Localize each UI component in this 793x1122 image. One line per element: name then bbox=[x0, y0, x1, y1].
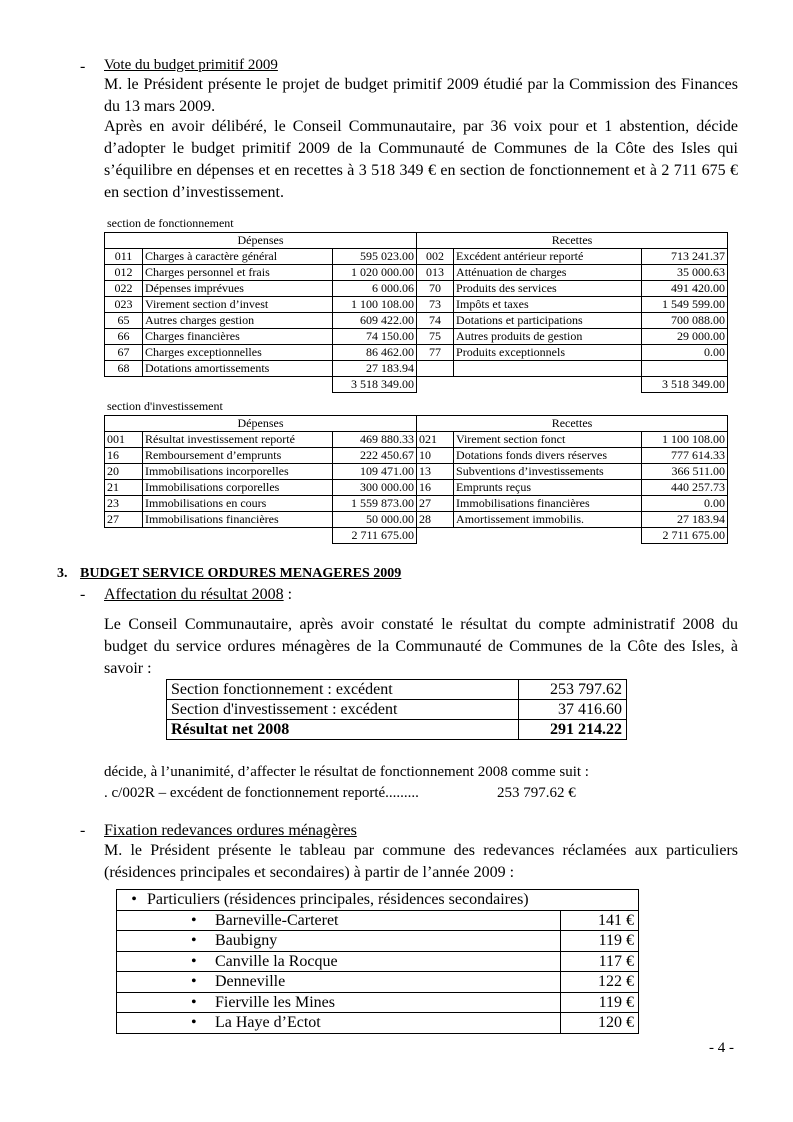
commune-cell bbox=[117, 910, 561, 931]
table-row bbox=[117, 972, 639, 993]
recette-code: 27 bbox=[417, 496, 454, 512]
table-row bbox=[105, 297, 728, 313]
redevance-amount: 117 € bbox=[561, 951, 639, 972]
recette-code: 73 bbox=[417, 297, 454, 313]
redevances-heading: Fixation redevances ordures ménagères bbox=[104, 822, 357, 839]
table-row bbox=[105, 329, 728, 345]
commune-name: La Haye d’Ectot bbox=[215, 1014, 321, 1032]
redevances-header bbox=[117, 890, 639, 911]
recette-code: 13 bbox=[417, 464, 454, 480]
recette-amount bbox=[642, 361, 728, 377]
redevance-amount: 141 € bbox=[561, 910, 639, 931]
depense-code: 023 bbox=[105, 297, 143, 313]
depense-amount: 609 422.00 bbox=[333, 313, 417, 329]
resultat-total-value: 291 214.22 bbox=[519, 720, 627, 740]
table-row bbox=[117, 951, 639, 972]
recette-code: 021 bbox=[417, 432, 454, 448]
commune-name: Baubigny bbox=[215, 932, 278, 950]
recette-label bbox=[454, 361, 642, 377]
table-row bbox=[105, 249, 728, 265]
depense-amount: 1 559 873.00 bbox=[333, 496, 417, 512]
affectation-paragraph: Le Conseil Communautaire, après avoir constaté le résultat du compte administratif 2008 du budget du service ordures ménagères de la Communauté de Communes de la Côte des Isles, à savoir : bbox=[104, 616, 738, 677]
decide-text: décide, à l’unanimité, d’affecter le résultat de fonctionnement 2008 comme suit : bbox=[104, 764, 589, 780]
depense-label: Dotations amortissements bbox=[143, 361, 333, 377]
redevances-table bbox=[116, 889, 639, 1034]
depense-code: 21 bbox=[105, 480, 143, 496]
recette-amount: 366 511.00 bbox=[642, 464, 728, 480]
table-row bbox=[117, 910, 639, 931]
depense-code: 23 bbox=[105, 496, 143, 512]
vote-paragraph-1: M. le Président présente le projet de budget primitif 2009 étudié par la Commission des Finances du 13 mars 2009. bbox=[104, 76, 738, 115]
commune-cell bbox=[117, 992, 561, 1013]
recette-label: Produits des services bbox=[454, 281, 642, 297]
depense-label: Résultat investissement reporté bbox=[143, 432, 333, 448]
recette-amount: 1 549 599.00 bbox=[642, 297, 728, 313]
recette-code: 74 bbox=[417, 313, 454, 329]
bullet-icon: • bbox=[191, 993, 197, 1011]
list-dash: - bbox=[80, 586, 86, 603]
depense-amount: 109 471.00 bbox=[333, 464, 417, 480]
total-depenses: 3 518 349.00 bbox=[333, 377, 417, 393]
commune-name: Fierville les Mines bbox=[215, 993, 335, 1011]
recette-amount: 0.00 bbox=[642, 345, 728, 361]
recette-label: Atténuation de charges bbox=[454, 265, 642, 281]
resultat-value: 37 416.60 bbox=[519, 700, 627, 720]
recette-code: 002 bbox=[417, 249, 454, 265]
depense-amount: 1 100 108.00 bbox=[333, 297, 417, 313]
redevance-amount: 120 € bbox=[561, 1013, 639, 1034]
fonct-caption: section de fonctionnement bbox=[107, 216, 234, 230]
depense-label: Immobilisations incorporelles bbox=[143, 464, 333, 480]
bullet-icon: • bbox=[191, 952, 197, 970]
total-recettes: 2 711 675.00 bbox=[642, 528, 728, 544]
depense-amount: 74 150.00 bbox=[333, 329, 417, 345]
resultat-label: Section d'investissement : excédent bbox=[167, 700, 519, 720]
depense-label: Charges à caractère général bbox=[143, 249, 333, 265]
total-recettes: 3 518 349.00 bbox=[642, 377, 728, 393]
depense-code: 022 bbox=[105, 281, 143, 297]
table-row bbox=[105, 512, 728, 528]
depense-amount: 595 023.00 bbox=[333, 249, 417, 265]
resultat-value: 253 797.62 bbox=[519, 680, 627, 700]
invest-dep-header: Dépenses bbox=[105, 416, 417, 432]
spacer bbox=[417, 377, 642, 393]
bullet-icon: • bbox=[191, 1014, 197, 1032]
resultat-total-label: Résultat net 2008 bbox=[167, 720, 519, 740]
recette-amount: 700 088.00 bbox=[642, 313, 728, 329]
recette-code: 013 bbox=[417, 265, 454, 281]
depense-amount: 86 462.00 bbox=[333, 345, 417, 361]
recette-label: Dotations et participations bbox=[454, 313, 642, 329]
table-row bbox=[105, 361, 728, 377]
redevance-amount: 119 € bbox=[561, 992, 639, 1013]
affectation-line: . c/002R – excédent de fonctionnement reporté......... bbox=[104, 785, 419, 801]
depense-code: 001 bbox=[105, 432, 143, 448]
commune-cell bbox=[117, 972, 561, 993]
table-row bbox=[105, 345, 728, 361]
table-row bbox=[117, 1013, 639, 1034]
commune-cell bbox=[117, 1013, 561, 1034]
table-row bbox=[105, 432, 728, 448]
redevances-header-text: Particuliers (résidences principales, résidences secondaires) bbox=[147, 891, 529, 909]
recette-label: Subventions d’investissements bbox=[454, 464, 642, 480]
depense-code: 012 bbox=[105, 265, 143, 281]
commune-cell bbox=[117, 951, 561, 972]
fonct-rec-header: Recettes bbox=[417, 233, 728, 249]
bullet-icon: • bbox=[131, 891, 137, 909]
depense-code: 68 bbox=[105, 361, 143, 377]
table-row bbox=[117, 931, 639, 952]
recette-code: 16 bbox=[417, 480, 454, 496]
depense-label: Autres charges gestion bbox=[143, 313, 333, 329]
depense-amount: 27 183.94 bbox=[333, 361, 417, 377]
recette-label: Excédent antérieur reporté bbox=[454, 249, 642, 265]
total-depenses: 2 711 675.00 bbox=[333, 528, 417, 544]
depense-amount: 50 000.00 bbox=[333, 512, 417, 528]
depense-label: Immobilisations financières bbox=[143, 512, 333, 528]
depense-label: Immobilisations corporelles bbox=[143, 480, 333, 496]
recette-label: Autres produits de gestion bbox=[454, 329, 642, 345]
depense-code: 66 bbox=[105, 329, 143, 345]
depense-amount: 300 000.00 bbox=[333, 480, 417, 496]
resultat-row bbox=[167, 680, 627, 700]
affectation-heading bbox=[104, 586, 292, 604]
depense-amount: 469 880.33 bbox=[333, 432, 417, 448]
resultat-total-row bbox=[167, 720, 627, 740]
depense-code: 20 bbox=[105, 464, 143, 480]
depense-label: Charges exceptionnelles bbox=[143, 345, 333, 361]
recette-amount: 440 257.73 bbox=[642, 480, 728, 496]
affectation-line-value: 253 797.62 € bbox=[497, 785, 576, 801]
page-number: - 4 - bbox=[709, 1040, 734, 1056]
spacer bbox=[105, 528, 333, 544]
depense-code: 65 bbox=[105, 313, 143, 329]
recette-amount: 29 000.00 bbox=[642, 329, 728, 345]
depense-code: 27 bbox=[105, 512, 143, 528]
depense-code: 16 bbox=[105, 448, 143, 464]
recette-label: Dotations fonds divers réserves bbox=[454, 448, 642, 464]
total-row bbox=[105, 528, 728, 544]
recette-amount: 491 420.00 bbox=[642, 281, 728, 297]
recette-label: Emprunts reçus bbox=[454, 480, 642, 496]
table-row bbox=[105, 480, 728, 496]
recette-code: 70 bbox=[417, 281, 454, 297]
commune-name: Denneville bbox=[215, 973, 286, 991]
table-row bbox=[105, 496, 728, 512]
depense-amount: 222 450.67 bbox=[333, 448, 417, 464]
recette-code: 28 bbox=[417, 512, 454, 528]
bullet-icon: • bbox=[191, 932, 197, 950]
depense-label: Virement section d’invest bbox=[143, 297, 333, 313]
invest-rec-header: Recettes bbox=[417, 416, 728, 432]
table-row bbox=[105, 448, 728, 464]
section-title: BUDGET SERVICE ORDURES MENAGERES 2009 bbox=[80, 566, 402, 581]
spacer bbox=[105, 377, 333, 393]
resultat-label: Section fonctionnement : excédent bbox=[167, 680, 519, 700]
recette-code: 77 bbox=[417, 345, 454, 361]
fonct-dep-header: Dépenses bbox=[105, 233, 417, 249]
affectation-heading-colon: : bbox=[283, 586, 293, 603]
list-dash: - bbox=[80, 58, 86, 75]
commune-cell bbox=[117, 931, 561, 952]
recette-label: Produits exceptionnels bbox=[454, 345, 642, 361]
redevance-amount: 122 € bbox=[561, 972, 639, 993]
recette-label: Virement section fonct bbox=[454, 432, 642, 448]
depense-label: Remboursement d’emprunts bbox=[143, 448, 333, 464]
depense-amount: 6 000.06 bbox=[333, 281, 417, 297]
vote-paragraph-2: Après en avoir délibéré, le Conseil Communautaire, par 36 voix pour et 1 abstention, décide d’adopter le budget primitif 2009 de la Communauté de Communes de la Côte des Isles qui s’équilibre en dépenses et en recettes à 3 518 349 € en section de fonctionnement et à 2 711 675 € en section d’investissement. bbox=[104, 118, 738, 201]
recette-amount: 713 241.37 bbox=[642, 249, 728, 265]
recette-amount: 27 183.94 bbox=[642, 512, 728, 528]
depense-label: Dépenses imprévues bbox=[143, 281, 333, 297]
recette-label: Impôts et taxes bbox=[454, 297, 642, 313]
recette-code: 75 bbox=[417, 329, 454, 345]
recette-code bbox=[417, 361, 454, 377]
depense-label: Immobilisations en cours bbox=[143, 496, 333, 512]
depense-label: Charges financières bbox=[143, 329, 333, 345]
vote-heading: Vote du budget primitif 2009 bbox=[104, 57, 278, 73]
depense-label: Charges personnel et frais bbox=[143, 265, 333, 281]
table-row bbox=[105, 265, 728, 281]
recette-label: Immobilisations financières bbox=[454, 496, 642, 512]
commune-name: Canville la Rocque bbox=[215, 952, 338, 970]
fonct-table bbox=[104, 232, 728, 393]
section-number: 3. bbox=[57, 566, 68, 581]
recette-amount: 0.00 bbox=[642, 496, 728, 512]
recette-label: Amortissement immobilis. bbox=[454, 512, 642, 528]
bullet-icon: • bbox=[191, 973, 197, 991]
recette-amount: 777 614.33 bbox=[642, 448, 728, 464]
recette-amount: 35 000.63 bbox=[642, 265, 728, 281]
invest-caption: section d'investissement bbox=[107, 399, 223, 413]
spacer bbox=[417, 528, 642, 544]
table-row bbox=[105, 464, 728, 480]
table-row bbox=[105, 313, 728, 329]
list-dash: - bbox=[80, 822, 86, 839]
commune-name: Barneville-Carteret bbox=[215, 911, 339, 929]
resultat-table bbox=[166, 679, 627, 740]
resultat-row bbox=[167, 700, 627, 720]
invest-table bbox=[104, 415, 728, 544]
affectation-heading-text: Affectation du résultat 2008 bbox=[104, 586, 284, 603]
depense-code: 67 bbox=[105, 345, 143, 361]
recette-amount: 1 100 108.00 bbox=[642, 432, 728, 448]
redevance-amount: 119 € bbox=[561, 931, 639, 952]
table-row bbox=[117, 992, 639, 1013]
recette-code: 10 bbox=[417, 448, 454, 464]
table-row bbox=[105, 281, 728, 297]
total-row bbox=[105, 377, 728, 393]
depense-amount: 1 020 000.00 bbox=[333, 265, 417, 281]
depense-code: 011 bbox=[105, 249, 143, 265]
bullet-icon: • bbox=[191, 911, 197, 929]
redevances-paragraph: M. le Président présente le tableau par commune des redevances réclamées aux particuliers (résidences principales et secondaires) à partir de l’année 2009 : bbox=[104, 842, 738, 881]
